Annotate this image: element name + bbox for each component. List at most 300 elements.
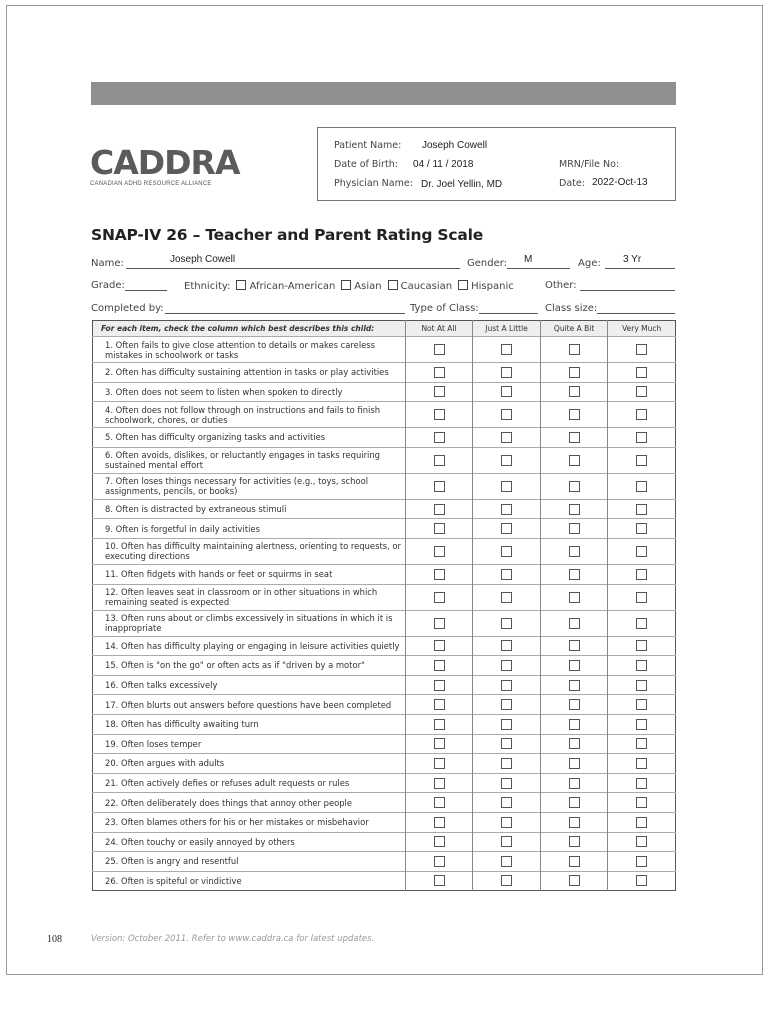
- class-size-label: Class size:: [545, 303, 598, 314]
- item-text: 24. Often touchy or easily annoyed by others: [93, 832, 406, 852]
- ethnicity-option: Hispanic: [471, 281, 514, 292]
- table-row: [93, 382, 676, 402]
- rating-checkbox[interactable]: [636, 836, 647, 847]
- rating-checkbox[interactable]: [569, 523, 580, 534]
- rating-checkbox[interactable]: [569, 680, 580, 691]
- option-cell: [473, 675, 541, 695]
- rating-checkbox[interactable]: [434, 344, 445, 355]
- item-text: 5. Often has difficulty organizing tasks and activities: [93, 428, 406, 448]
- rating-checkbox[interactable]: [434, 367, 445, 378]
- ethnicity-checkbox[interactable]: [458, 280, 468, 290]
- option-cell: [473, 382, 541, 402]
- option-cell: [405, 402, 473, 428]
- rating-checkbox[interactable]: [501, 344, 512, 355]
- item-text: 9. Often is forgetful in daily activities: [93, 519, 406, 539]
- item-text: 25. Often is angry and resentful: [93, 852, 406, 872]
- rating-checkbox[interactable]: [569, 738, 580, 749]
- option-cell: [540, 675, 608, 695]
- option-cell: [405, 428, 473, 448]
- ethnicity-option: African-American: [249, 281, 336, 292]
- table-row: [93, 584, 676, 610]
- option-cell: [473, 852, 541, 872]
- rating-checkbox[interactable]: [569, 797, 580, 808]
- option-cell: [405, 871, 473, 891]
- rating-checkbox[interactable]: [434, 504, 445, 515]
- rating-checkbox[interactable]: [636, 618, 647, 629]
- option-cell: [473, 538, 541, 564]
- rating-checkbox[interactable]: [434, 432, 445, 443]
- rating-checkbox[interactable]: [434, 758, 445, 769]
- ethnicity-option: Caucasian: [400, 281, 453, 292]
- item-text: 26. Often is spiteful or vindictive: [93, 871, 406, 891]
- option-cell: [405, 675, 473, 695]
- option-cell: [608, 636, 676, 656]
- patient-info-box: [317, 127, 676, 201]
- option-cell: [608, 382, 676, 402]
- rating-checkbox[interactable]: [636, 481, 647, 492]
- rating-checkbox[interactable]: [569, 481, 580, 492]
- rating-checkbox[interactable]: [501, 455, 512, 466]
- option-cell: [540, 636, 608, 656]
- ethnicity-checkbox[interactable]: [236, 280, 246, 290]
- rating-checkbox[interactable]: [569, 875, 580, 886]
- dob-value: 04 / 11 / 2018: [413, 159, 474, 170]
- rating-checkbox[interactable]: [434, 719, 445, 730]
- item-text: 14. Often has difficulty playing or engaging in leisure activities quietly: [93, 636, 406, 656]
- caddra-logo: [90, 143, 240, 191]
- rating-checkbox[interactable]: [434, 409, 445, 420]
- rating-checkbox[interactable]: [501, 592, 512, 603]
- type-of-class-field[interactable]: [479, 313, 538, 314]
- rating-checkbox[interactable]: [636, 738, 647, 749]
- rating-checkbox[interactable]: [636, 817, 647, 828]
- option-cell: [608, 610, 676, 636]
- option-cell: [540, 832, 608, 852]
- rating-checkbox[interactable]: [434, 836, 445, 847]
- item-text: 15. Often is "on the go" or often acts as if "driven by a motor": [93, 656, 406, 676]
- class-size-field[interactable]: [597, 313, 675, 314]
- version-note: Version: October 2011. Refer to www.caddra.ca for latest updates.: [91, 934, 375, 944]
- rating-checkbox[interactable]: [434, 738, 445, 749]
- rating-checkbox[interactable]: [501, 758, 512, 769]
- mrn-label: MRN/File No:: [559, 159, 620, 170]
- option-cell: [405, 519, 473, 539]
- rating-checkbox[interactable]: [569, 504, 580, 515]
- rating-checkbox[interactable]: [434, 546, 445, 557]
- table-row: [93, 793, 676, 813]
- type-of-class-label: Type of Class:: [410, 303, 479, 314]
- rating-checkbox[interactable]: [501, 699, 512, 710]
- rating-checkbox[interactable]: [636, 699, 647, 710]
- rating-checkbox[interactable]: [434, 523, 445, 534]
- option-cell: [405, 382, 473, 402]
- option-cell: [608, 695, 676, 715]
- rating-checkbox[interactable]: [501, 409, 512, 420]
- completed-by-field[interactable]: [165, 313, 405, 314]
- rating-checkbox[interactable]: [636, 592, 647, 603]
- item-text: 18. Often has difficulty awaiting turn: [93, 714, 406, 734]
- option-cell: [473, 754, 541, 774]
- rating-checkbox[interactable]: [636, 409, 647, 420]
- gender-value: M: [524, 254, 533, 265]
- rating-checkbox[interactable]: [636, 523, 647, 534]
- rating-checkbox[interactable]: [501, 569, 512, 580]
- option-cell: [608, 852, 676, 872]
- item-text: 22. Often deliberately does things that annoy other people: [93, 793, 406, 813]
- dob-label: Date of Birth:: [334, 159, 398, 170]
- rating-checkbox[interactable]: [569, 386, 580, 397]
- option-cell: [608, 754, 676, 774]
- table-row: [93, 447, 676, 473]
- logo-subtitle: CANADIAN ADHD RESOURCE ALLIANCE: [90, 181, 212, 187]
- rating-checkbox[interactable]: [569, 778, 580, 789]
- rating-checkbox[interactable]: [569, 409, 580, 420]
- option-cell: [540, 519, 608, 539]
- rating-checkbox[interactable]: [434, 875, 445, 886]
- completed-by-label: Completed by:: [91, 303, 164, 314]
- rating-checkbox[interactable]: [434, 386, 445, 397]
- option-cell: [405, 773, 473, 793]
- option-cell: [473, 695, 541, 715]
- option-cell: [540, 584, 608, 610]
- table-row: [93, 656, 676, 676]
- option-cell: [405, 636, 473, 656]
- rating-checkbox[interactable]: [636, 386, 647, 397]
- option-cell: [405, 610, 473, 636]
- option-cell: [540, 754, 608, 774]
- option-cell: [540, 382, 608, 402]
- ethnicity-label: Ethnicity:: [184, 281, 231, 292]
- rating-checkbox[interactable]: [501, 546, 512, 557]
- table-row: [93, 402, 676, 428]
- rating-checkbox[interactable]: [569, 699, 580, 710]
- table-row: [93, 754, 676, 774]
- option-cell: [540, 812, 608, 832]
- table-row: [93, 773, 676, 793]
- option-cell: [608, 538, 676, 564]
- option-cell: [405, 499, 473, 519]
- rating-checkbox[interactable]: [501, 875, 512, 886]
- item-text: 20. Often argues with adults: [93, 754, 406, 774]
- option-cell: [473, 337, 541, 363]
- rating-checkbox[interactable]: [636, 875, 647, 886]
- table-row: [93, 832, 676, 852]
- rating-checkbox[interactable]: [434, 481, 445, 492]
- table-header-row: [93, 321, 676, 337]
- table-row: [93, 871, 676, 891]
- item-text: 23. Often blames others for his or her mistakes or misbehavior: [93, 812, 406, 832]
- table-row: [93, 499, 676, 519]
- option-cell: [608, 773, 676, 793]
- rating-checkbox[interactable]: [434, 699, 445, 710]
- rating-checkbox[interactable]: [434, 856, 445, 867]
- option-cell: [473, 363, 541, 383]
- item-text: 12. Often leaves seat in classroom or in other situations in which remaining seated is expected: [93, 584, 406, 610]
- rating-checkbox[interactable]: [636, 856, 647, 867]
- table-row: [93, 610, 676, 636]
- rating-checkbox[interactable]: [501, 778, 512, 789]
- date-value: 2022-Oct-13: [592, 177, 648, 188]
- item-text: 4. Often does not follow through on instructions and fails to finish schoolwork, chores, or duties: [93, 402, 406, 428]
- rating-checkbox[interactable]: [569, 660, 580, 671]
- option-cell: [540, 871, 608, 891]
- age-field[interactable]: [605, 268, 675, 269]
- table-row: [93, 473, 676, 499]
- item-text: 1. Often fails to give close attention to details or makes careless mistakes in schoolwork or tasks: [93, 337, 406, 363]
- option-cell: [405, 852, 473, 872]
- physician-value: Dr. Joel Yellin, MD: [421, 179, 503, 190]
- rating-checkbox[interactable]: [434, 778, 445, 789]
- option-cell: [473, 636, 541, 656]
- name-field[interactable]: [126, 268, 460, 269]
- ethnicity-checkbox[interactable]: [388, 280, 398, 290]
- option-cell: [405, 832, 473, 852]
- rating-checkbox[interactable]: [501, 856, 512, 867]
- name-label: Name:: [91, 258, 124, 269]
- table-row: [93, 519, 676, 539]
- grade-label: Grade:: [91, 280, 125, 291]
- rating-checkbox[interactable]: [569, 640, 580, 651]
- table-row: [93, 852, 676, 872]
- rating-checkbox[interactable]: [501, 797, 512, 808]
- item-text: 8. Often is distracted by extraneous stimuli: [93, 499, 406, 519]
- option-cell: [473, 793, 541, 813]
- rating-checkbox[interactable]: [569, 719, 580, 730]
- rating-checkbox[interactable]: [569, 618, 580, 629]
- rating-checkbox[interactable]: [636, 344, 647, 355]
- item-text: 19. Often loses temper: [93, 734, 406, 754]
- table-row: [93, 734, 676, 754]
- table-row: [93, 812, 676, 832]
- option-cell: [473, 519, 541, 539]
- age-label: Age:: [578, 258, 601, 269]
- table-row: [93, 636, 676, 656]
- logo-wordmark: CADDRA: [90, 143, 240, 182]
- table-row: [93, 564, 676, 584]
- header-bar: [91, 82, 676, 105]
- rating-checkbox[interactable]: [569, 569, 580, 580]
- option-cell: [540, 473, 608, 499]
- rating-checkbox[interactable]: [636, 719, 647, 730]
- option-cell: [473, 447, 541, 473]
- other-field[interactable]: [580, 290, 675, 291]
- rating-checkbox[interactable]: [501, 432, 512, 443]
- option-cell: [608, 832, 676, 852]
- rating-checkbox[interactable]: [501, 523, 512, 534]
- rating-checkbox[interactable]: [569, 546, 580, 557]
- option-cell: [405, 656, 473, 676]
- rating-checkbox[interactable]: [569, 592, 580, 603]
- column-header: Quite A Bit: [540, 321, 608, 337]
- option-cell: [540, 363, 608, 383]
- option-cell: [608, 675, 676, 695]
- column-header: Just A Little: [473, 321, 541, 337]
- rating-checkbox[interactable]: [501, 738, 512, 749]
- option-cell: [540, 773, 608, 793]
- rating-checkbox[interactable]: [501, 660, 512, 671]
- option-cell: [473, 584, 541, 610]
- option-cell: [608, 734, 676, 754]
- rating-checkbox[interactable]: [501, 817, 512, 828]
- option-cell: [405, 538, 473, 564]
- rating-checkbox[interactable]: [569, 367, 580, 378]
- rating-checkbox[interactable]: [569, 856, 580, 867]
- table-row: [93, 695, 676, 715]
- option-cell: [405, 584, 473, 610]
- option-cell: [405, 793, 473, 813]
- option-cell: [608, 428, 676, 448]
- rating-checkbox[interactable]: [501, 367, 512, 378]
- rating-checkbox[interactable]: [636, 660, 647, 671]
- rating-checkbox[interactable]: [636, 569, 647, 580]
- rating-checkbox[interactable]: [636, 680, 647, 691]
- rating-checkbox[interactable]: [636, 778, 647, 789]
- rating-checkbox[interactable]: [569, 455, 580, 466]
- option-cell: [608, 793, 676, 813]
- option-cell: [405, 695, 473, 715]
- option-cell: [405, 564, 473, 584]
- rating-checkbox[interactable]: [501, 836, 512, 847]
- rating-checkbox[interactable]: [501, 481, 512, 492]
- option-cell: [540, 402, 608, 428]
- item-text: 6. Often avoids, dislikes, or reluctantly engages in tasks requiring sustained mental effort: [93, 447, 406, 473]
- option-cell: [473, 734, 541, 754]
- option-cell: [473, 871, 541, 891]
- table-row: [93, 428, 676, 448]
- rating-checkbox[interactable]: [434, 618, 445, 629]
- ethnicity-option: Asian: [354, 281, 382, 292]
- rating-checkbox[interactable]: [501, 504, 512, 515]
- item-text: 10. Often has difficulty maintaining alertness, orienting to requests, or executing directions: [93, 538, 406, 564]
- option-cell: [608, 402, 676, 428]
- rating-checkbox[interactable]: [434, 817, 445, 828]
- item-text: 17. Often blurts out answers before questions have been completed: [93, 695, 406, 715]
- option-cell: [473, 610, 541, 636]
- option-cell: [540, 656, 608, 676]
- rating-checkbox[interactable]: [636, 455, 647, 466]
- option-cell: [405, 734, 473, 754]
- rating-checkbox[interactable]: [569, 817, 580, 828]
- rating-checkbox[interactable]: [501, 719, 512, 730]
- age-value: 3 Yr: [623, 254, 642, 265]
- rating-checkbox[interactable]: [434, 660, 445, 671]
- rating-checkbox[interactable]: [636, 640, 647, 651]
- option-cell: [473, 402, 541, 428]
- rating-checkbox[interactable]: [501, 680, 512, 691]
- option-cell: [540, 538, 608, 564]
- item-text: 16. Often talks excessively: [93, 675, 406, 695]
- option-cell: [608, 337, 676, 363]
- option-cell: [540, 428, 608, 448]
- ethnicity-checkbox[interactable]: [341, 280, 351, 290]
- option-cell: [608, 812, 676, 832]
- option-cell: [473, 656, 541, 676]
- option-cell: [540, 337, 608, 363]
- option-cell: [608, 473, 676, 499]
- form-title: SNAP-IV 26 – Teacher and Parent Rating Scale: [91, 226, 484, 244]
- rating-checkbox[interactable]: [636, 504, 647, 515]
- option-cell: [405, 812, 473, 832]
- patient-name-label: Patient Name:: [334, 140, 402, 151]
- table-row: [93, 538, 676, 564]
- name-value: Joseph Cowell: [170, 254, 236, 265]
- option-cell: [540, 714, 608, 734]
- rating-checkbox[interactable]: [636, 367, 647, 378]
- option-cell: [608, 584, 676, 610]
- option-cell: [608, 564, 676, 584]
- ethnicity-group: [184, 280, 514, 292]
- option-cell: [405, 754, 473, 774]
- physician-label: Physician Name:: [334, 178, 413, 189]
- option-cell: [473, 832, 541, 852]
- option-cell: [473, 714, 541, 734]
- grade-field[interactable]: [125, 290, 167, 291]
- item-text: 3. Often does not seem to listen when spoken to directly: [93, 382, 406, 402]
- rating-table: [92, 320, 676, 891]
- table-row: [93, 337, 676, 363]
- rating-checkbox[interactable]: [636, 432, 647, 443]
- rating-checkbox[interactable]: [434, 592, 445, 603]
- option-cell: [608, 363, 676, 383]
- option-cell: [608, 714, 676, 734]
- option-cell: [540, 734, 608, 754]
- item-text: 13. Often runs about or climbs excessively in situations in which it is inappropriate: [93, 610, 406, 636]
- option-cell: [473, 812, 541, 832]
- option-cell: [540, 447, 608, 473]
- option-cell: [405, 714, 473, 734]
- option-cell: [473, 773, 541, 793]
- option-cell: [608, 519, 676, 539]
- instruction-header: For each item, check the column which best describes this child:: [93, 321, 406, 337]
- option-cell: [540, 852, 608, 872]
- option-cell: [405, 447, 473, 473]
- table-row: [93, 714, 676, 734]
- item-text: 2. Often has difficulty sustaining attention in tasks or play activities: [93, 363, 406, 383]
- rating-checkbox[interactable]: [636, 758, 647, 769]
- gender-field[interactable]: [507, 268, 570, 269]
- option-cell: [540, 695, 608, 715]
- rating-checkbox[interactable]: [434, 640, 445, 651]
- rating-checkbox[interactable]: [501, 618, 512, 629]
- table-row: [93, 675, 676, 695]
- option-cell: [608, 871, 676, 891]
- rating-checkbox[interactable]: [434, 680, 445, 691]
- date-label: Date:: [559, 178, 585, 189]
- rating-checkbox[interactable]: [569, 344, 580, 355]
- column-header: Not At All: [405, 321, 473, 337]
- rating-checkbox[interactable]: [569, 836, 580, 847]
- option-cell: [540, 793, 608, 813]
- rating-checkbox[interactable]: [434, 797, 445, 808]
- table-row: [93, 363, 676, 383]
- rating-checkbox[interactable]: [501, 386, 512, 397]
- option-cell: [473, 473, 541, 499]
- option-cell: [473, 564, 541, 584]
- rating-checkbox[interactable]: [501, 640, 512, 651]
- other-label: Other:: [545, 280, 577, 291]
- rating-checkbox[interactable]: [434, 569, 445, 580]
- rating-checkbox[interactable]: [569, 432, 580, 443]
- option-cell: [540, 564, 608, 584]
- rating-checkbox[interactable]: [569, 758, 580, 769]
- rating-checkbox[interactable]: [434, 455, 445, 466]
- patient-name-value: Joseph Cowell: [422, 140, 488, 151]
- rating-checkbox[interactable]: [636, 797, 647, 808]
- item-text: 21. Often actively defies or refuses adult requests or rules: [93, 773, 406, 793]
- option-cell: [473, 428, 541, 448]
- rating-checkbox[interactable]: [636, 546, 647, 557]
- option-cell: [540, 610, 608, 636]
